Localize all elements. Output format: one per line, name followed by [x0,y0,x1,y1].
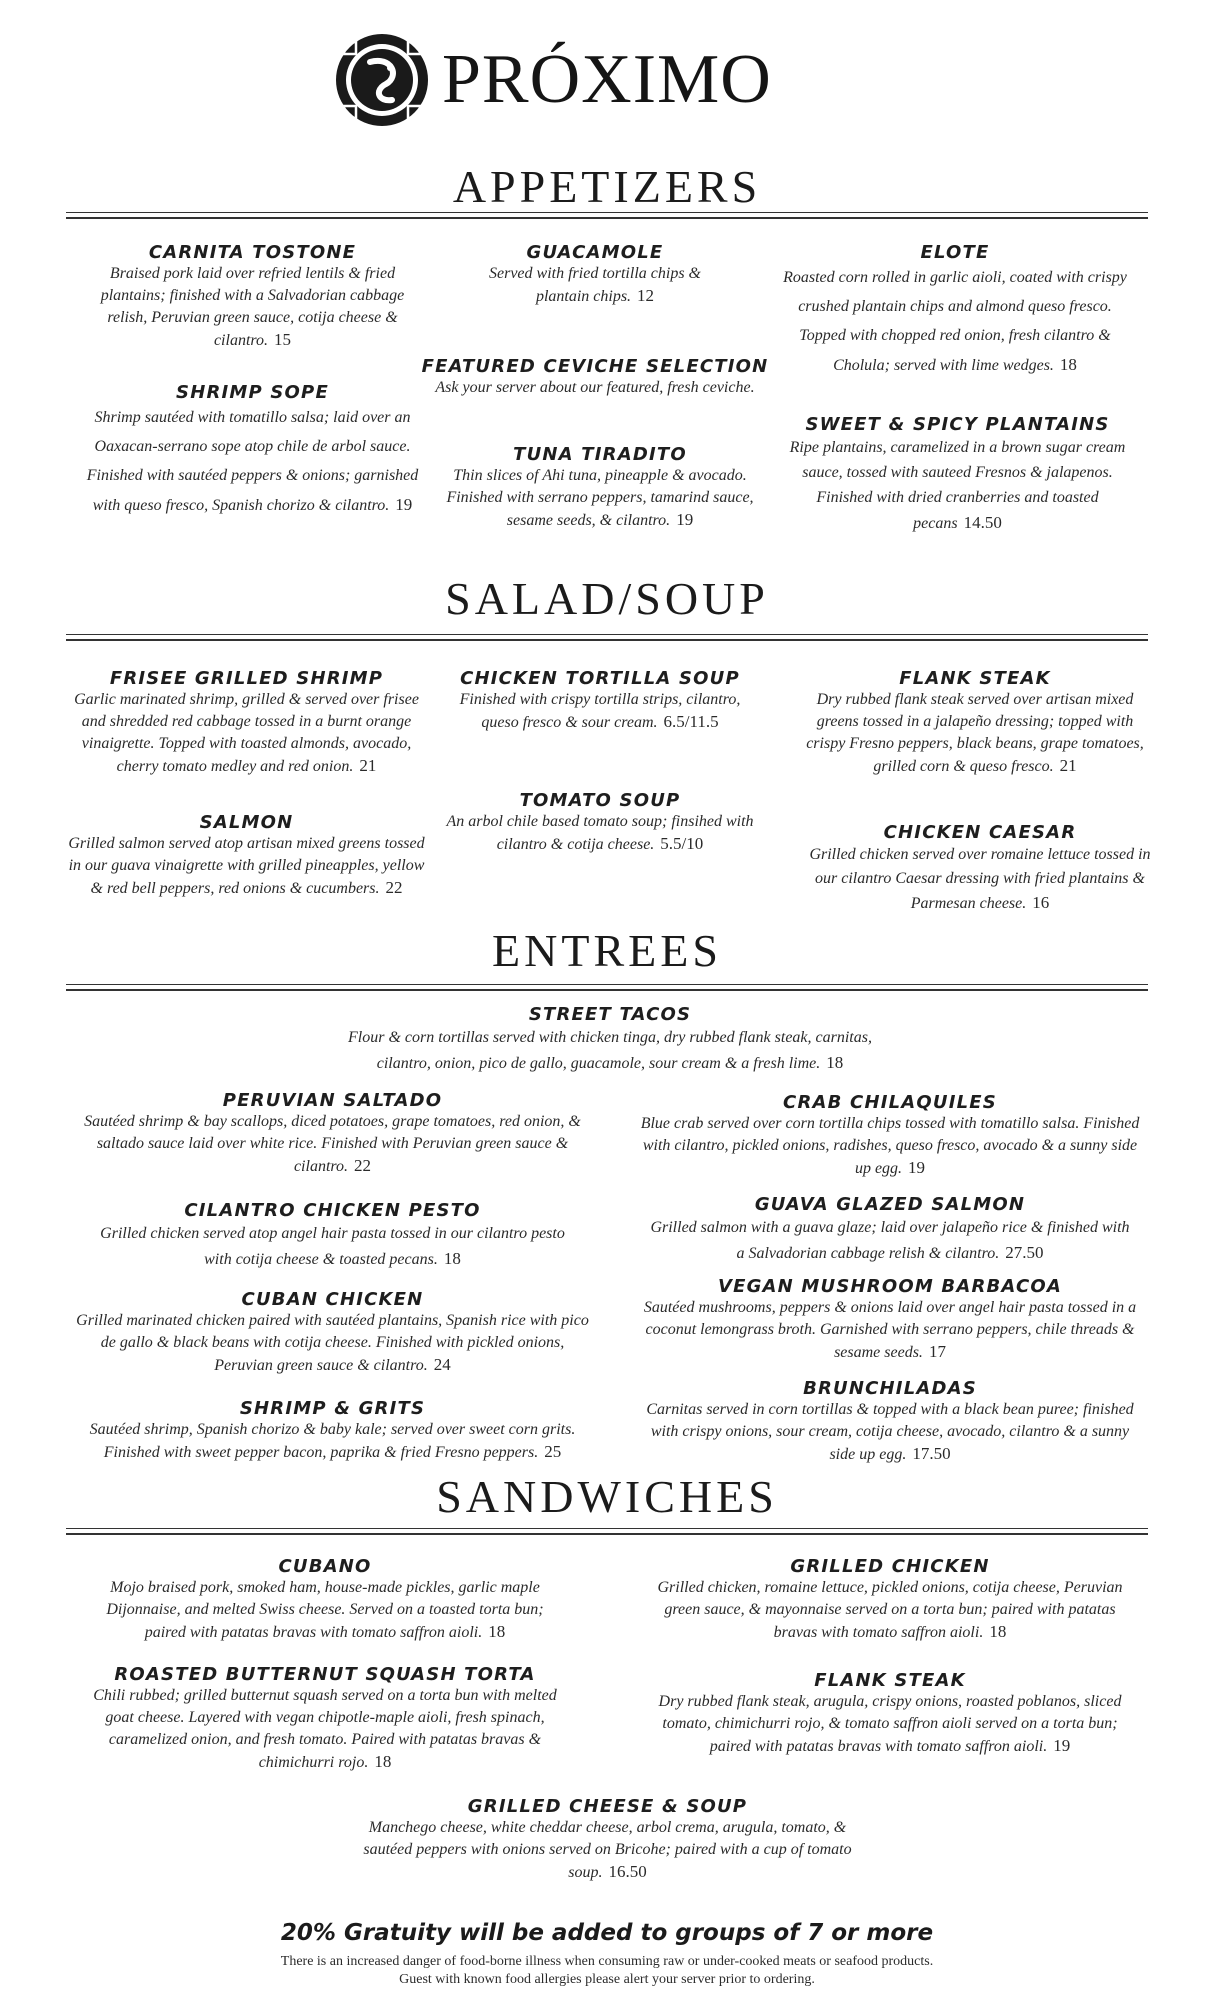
item-description: Sautéed shrimp, Spanish chorizo & baby kale; served over sweet corn grits. Finished with sweet pepper bacon, paprika & fried Fresno peppers. 25 [89,1421,576,1461]
item-description: Blue crab served over corn tortilla chips tossed with tomatillo salsa. Finished with cilantro, pickled onions, radishes, queso fresco, avocado & a sunny side up egg. 19 [640,1115,1140,1177]
menu-item-ceviche [405,356,785,399]
item-name: CRAB CHILAQUILES [783,1092,997,1113]
menu-item-plantains [780,414,1135,536]
item-name: CILANTRO CHICKEN PESTO [184,1200,481,1221]
item-description: Roasted corn rolled in garlic aioli, coated with crispy crushed plantain chips and almond queso fresco. Topped with chopped red onion, fresh cilantro & Cholula; served with lime wedges. 18 [783,269,1127,374]
item-name: TOMATO SOUP [519,790,681,811]
item-price: 19 [1053,1736,1071,1755]
item-price: 24 [433,1355,451,1374]
allergy-notice: Guest with known food allergies please alert your server prior to ordering. [399,1972,815,1987]
item-name: BRUNCHILADAS [803,1378,977,1399]
item-price: 18 [488,1622,506,1641]
menu-item-elote [775,242,1135,380]
item-name: TUNA TIRADITO [513,444,687,465]
menu-item-salmon [64,812,429,900]
item-price: 18 [1059,355,1077,374]
item-description: Braised pork laid over refried lentils & fried plantains; finished with a Salvadorian cabbage relish, Peruvian green sauce, cotija cheese & cilantro. 15 [100,265,405,349]
item-price: 12 [637,286,655,305]
menu-item-vegan-mushroom-barbacoa [640,1276,1140,1364]
item-price: 17.50 [912,1444,951,1463]
brand-logo [334,30,772,130]
menu-item-tuna-tiradito [440,444,760,532]
item-description: Dry rubbed flank steak, arugula, crispy onions, roasted poblanos, sliced tomato, chimichurri rojo, & tomato saffron aioli served on a torta bun; paired with patatas bravas with tomato saffron aioli. 19 [658,1693,1122,1755]
menu-item-peruvian-saltado [80,1090,585,1178]
section-divider [66,212,1148,219]
item-price: 19 [395,495,413,514]
item-price: 21 [359,756,377,775]
section-divider [66,984,1148,991]
item-name: CHICKEN TORTILLA SOUP [460,668,740,689]
item-description: Grilled chicken, romaine lettuce, pickled onions, cotija cheese, Peruvian green sauce, & mayonnaise served on a torta bun; paired with patatas bravas with tomato saffron aioli. 18 [657,1579,1123,1641]
menu-item-butternut-squash-torta [80,1664,570,1774]
food-safety-warning: There is an increased danger of food-borne illness when consuming raw or under-cooked meats or seafood products. [280,1954,934,1969]
item-description: Finished with crispy tortilla strips, cilantro, queso fresco & sour cream. 6.5/11.5 [459,691,741,731]
item-description: Ripe plantains, caramelized in a brown sugar cream sauce, tossed with sauteed Fresnos & jalapenos. Finished with dried cranberries and toasted pecans 14.50 [789,439,1126,532]
item-name: SHRIMP SOPE [176,382,329,403]
section-title-entrees: ENTREES [492,925,722,976]
section-divider [66,1528,1148,1535]
section-divider [66,634,1148,641]
item-name: GRILLED CHICKEN [790,1556,990,1577]
menu-item-flank-steak-sandwich [650,1670,1130,1758]
item-name: ROASTED BUTTERNUT SQUASH TORTA [114,1664,536,1685]
item-price: 18 [374,1752,392,1771]
menu-item-brunchiladas [640,1378,1140,1466]
section-title-appetizers: APPETIZERS [452,161,762,212]
menu-item-grilled-chicken-sandwich [650,1556,1130,1644]
menu-item-frisee-grilled-shrimp [64,668,429,778]
item-price: 16 [1032,893,1050,912]
menu-item-carnita-tostone [80,242,425,352]
item-name: PERUVIAN SALTADO [222,1090,443,1111]
item-price: 15 [274,330,292,349]
item-description: Grilled marinated chicken paired with sautéed plantains, Spanish rice with pico de gallo & black beans with cotija cheese. Finished with pickled onions, Peruvian green sauce & cilantro. 24 [76,1312,589,1374]
item-name: CUBAN CHICKEN [241,1289,424,1310]
item-description: Ask your server about our featured, fresh ceviche. [435,379,755,396]
proximo-emblem-icon [334,32,430,128]
item-name: SALMON [199,812,294,833]
item-name: GRILLED CHEESE & SOUP [467,1796,748,1817]
menu-item-guacamole [470,242,720,308]
item-price: 27.50 [1005,1243,1044,1262]
item-name: CHICKEN CAESAR [883,822,1077,843]
menu-item-chicken-tortilla-soup [445,668,755,734]
item-price: 19 [676,510,694,529]
item-price: 5.5/10 [660,834,704,853]
item-name: FRISEE GRILLED SHRIMP [109,668,384,689]
item-description: Chili rubbed; grilled butternut squash served on a torta bun with melted goat cheese. Layered with vegan chipotle-maple aioli, fresh spinach, caramelized onion, and fresh tomato. Paired with patatas bravas & chimichurri rojo. 18 [93,1687,557,1771]
menu-item-cubano [95,1556,555,1644]
item-name: VEGAN MUSHROOM BARBACOA [717,1276,1063,1297]
item-name: SWEET & SPICY PLANTAINS [805,414,1110,435]
item-price: 19 [908,1158,926,1177]
item-description: Garlic marinated shrimp, grilled & served over frisee and shredded red cabbage tossed in a burnt orange vinaigrette. Topped with toasted almonds, avocado, cherry tomato medley and red onion. 21 [74,691,419,775]
item-description: Shrimp sautéed with tomatillo salsa; laid over an Oaxacan-serrano sope atop chile de arbol sauce. Finished with sautéed peppers & onions; garnished with queso fresco, Spanish chorizo & cilantro. 19 [86,409,419,514]
item-name: FEATURED CEVICHE SELECTION [421,356,769,377]
item-description: Grilled chicken served over romaine lettuce tossed in our cilantro Caesar dressing with fried plantains & Parmesan cheese. 16 [809,846,1151,912]
item-price: 6.5/11.5 [663,712,719,731]
menu-item-cilantro-chicken-pesto [90,1200,575,1272]
item-description: Grilled chicken served atop angel hair pasta tossed in our cilantro pesto with cotija cheese & toasted pecans. 18 [100,1225,565,1268]
item-price: 18 [826,1053,844,1072]
item-description: Sautéed shrimp & bay scallops, diced potatoes, grape tomatoes, red onion, & saltado sauce laid over white rice. Finished with Peruvian green sauce & cilantro. 22 [84,1113,581,1175]
item-name: GUACAMOLE [526,242,664,263]
item-description: An arbol chile based tomato soup; finsihed with cilantro & cotija cheese. 5.5/10 [446,813,754,853]
item-description: Sautéed mushrooms, peppers & onions laid over angel hair pasta tossed in a coconut lemongrass broth. Garnished with serrano peppers, chile threads & sesame seeds. 17 [643,1299,1137,1361]
item-price: 18 [989,1622,1007,1641]
menu-item-tomato-soup [440,790,760,856]
section-title-sandwiches: SANDWICHES [436,1471,778,1522]
item-name: GUAVA GLAZED SALMON [754,1194,1026,1215]
menu-item-guava-glazed-salmon [650,1194,1130,1266]
item-price: 17 [928,1342,946,1361]
item-description: Grilled salmon served atop artisan mixed greens tossed in our guava vinaigrette with grilled pineapples, yellow & red bell peppers, red onions & cucumbers. 22 [68,835,425,897]
item-price: 14.50 [963,513,1002,532]
item-price: 22 [354,1156,372,1175]
brand-name: PRÓXIMO [442,41,772,118]
item-description: Dry rubbed flank steak served over artisan mixed greens tossed in a jalapeño dressing; topped with crispy Fresno peppers, black beans, grape tomatoes, grilled corn & queso fresco. 21 [806,691,1144,775]
item-description: Carnitas served in corn tortillas & topped with a black bean puree; finished with crispy onions, sour cream, cotija cheese, avocado, cilantro & a sunny side up egg. 17.50 [646,1401,1134,1463]
menu-item-chicken-caesar [800,822,1160,916]
item-name: SHRIMP & GRITS [239,1398,426,1419]
item-description: Manchego cheese, white cheddar cheese, arbol crema, arugula, tomato, & sautéed peppers with onions served on Bricohe; paired with a cup of tomato soup. 16.50 [363,1819,852,1881]
item-description: Mojo braised pork, smoked ham, house-made pickles, garlic maple Dijonnaise, and melted Swiss cheese. Served on a toasted torta bun; paired with patatas bravas with tomato saffron aioli. 18 [106,1579,544,1641]
item-description: Grilled salmon with a guava glaze; laid over jalapeño rice & finished with a Salvadorian cabbage relish & cilantro. 27.50 [650,1219,1130,1262]
item-name: FLANK STEAK [899,668,1051,689]
menu-item-crab-chilaquiles [640,1092,1140,1180]
menu-item-street-tacos [330,1004,890,1076]
gratuity-notice: 20% Gratuity will be added to groups of 7 or more [280,1920,934,1946]
menu-item-shrimp-and-grits [85,1398,580,1464]
item-price: 16.50 [608,1862,647,1881]
menu-item-flank-steak-salad [800,668,1150,778]
section-title-salad-soup: SALAD/SOUP [445,573,769,624]
item-name: CUBANO [278,1556,372,1577]
item-name: CARNITA TOSTONE [148,242,357,263]
item-name: FLANK STEAK [814,1670,966,1691]
menu-item-shrimp-sope [75,382,430,520]
item-description: Served with fried tortilla chips & plantain chips. 12 [489,265,701,305]
item-name: ELOTE [920,242,990,263]
item-description: Thin slices of Ahi tuna, pineapple & avocado. Finished with serrano peppers, tamarind sauce, sesame seeds, & cilantro. 19 [446,467,754,529]
item-price: 18 [443,1249,461,1268]
item-name: STREET TACOS [528,1004,692,1025]
item-price: 22 [385,878,403,897]
item-description: Flour & corn tortillas served with chicken tinga, dry rubbed flank steak, carnitas, cilantro, onion, pico de gallo, guacamole, sour cream & a fresh lime. 18 [348,1029,872,1072]
menu-item-grilled-cheese-and-soup [355,1796,860,1884]
item-price: 21 [1059,756,1077,775]
item-price: 25 [544,1442,562,1461]
menu-item-cuban-chicken [75,1289,590,1377]
